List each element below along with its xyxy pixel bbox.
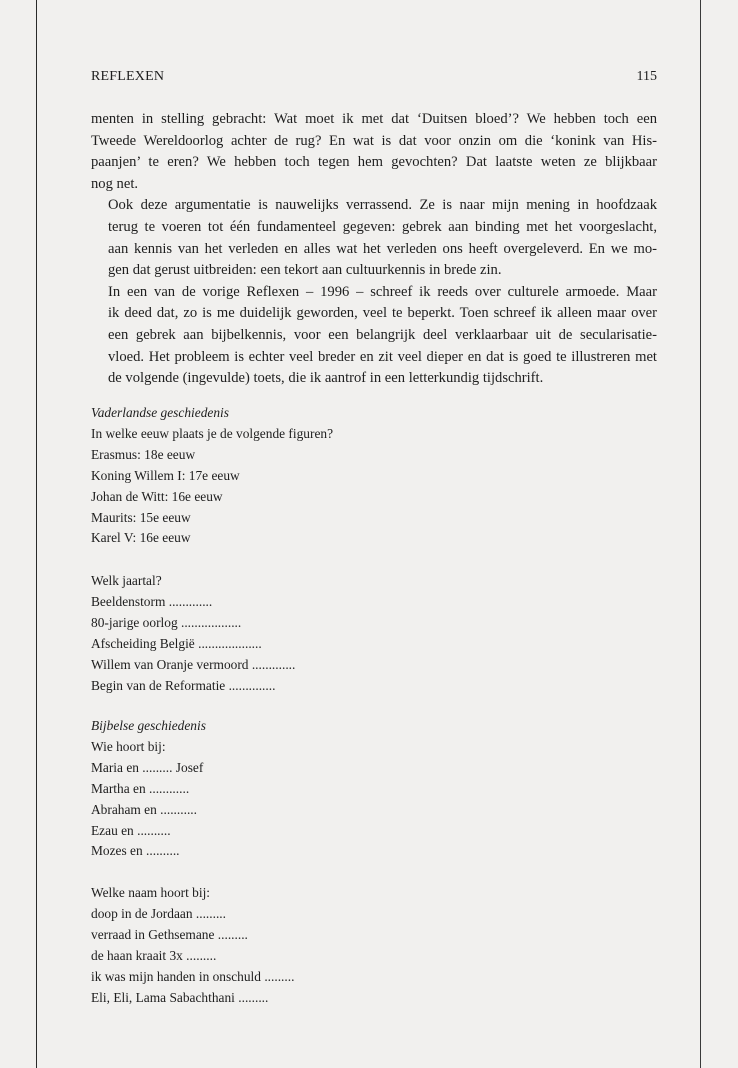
text-line: paanjen’ te eren? We hebben toch tegen hem gevochten? Dat laatste weten ze blijkbaar bbox=[91, 154, 657, 171]
text-line: Tweede Wereldoorlog achter de rug? En wat is dat voor onzin om die ‘konink van His- bbox=[91, 132, 657, 149]
text-line: Ook deze argumentatie is nauwelijks verrassend. Ze is naar mijn mening in hoofdzaak bbox=[108, 197, 657, 214]
text-line: vloed. Het probleem is echter veel breder en zit veel dieper en dat is goed te illustreren met bbox=[108, 348, 657, 365]
paragraph-3 bbox=[91, 282, 657, 390]
text-line: aan kennis van het verleden en alles wat het verleden ons heeft overgeleverd. En we mo- bbox=[108, 240, 657, 257]
quiz-block-naam bbox=[91, 883, 491, 1008]
quiz-line: de haan kraait 3x ......... bbox=[91, 947, 217, 963]
page-edge-left bbox=[36, 0, 37, 1068]
quiz-line: Koning Willem I: 17e eeuw bbox=[91, 467, 240, 483]
page-number: 115 bbox=[636, 69, 657, 84]
text-line: gen dat gerust uitbreiden: een tekort aan cultuurkennis in brede zin. bbox=[108, 262, 502, 279]
quiz-line: 80-jarige oorlog .................. bbox=[91, 614, 242, 630]
text-line: een gebrek aan bijbelkennis, voor een belangrijk deel verklaarbaar uit de secularisatie- bbox=[108, 326, 657, 343]
quiz-block-bijbelse-geschiedenis bbox=[91, 716, 491, 862]
running-head-title: REFLEXEN bbox=[91, 69, 165, 84]
quiz-line: Willem van Oranje vermoord ............. bbox=[91, 656, 296, 672]
quiz-line: Abraham en ........... bbox=[91, 801, 197, 817]
quiz-line: Wie hoort bij: bbox=[91, 738, 166, 754]
body-text bbox=[91, 109, 657, 390]
quiz-line: Welke naam hoort bij: bbox=[91, 885, 211, 900]
quiz-line: Erasmus: 18e eeuw bbox=[91, 446, 196, 462]
quiz-line: Begin van de Reformatie .............. bbox=[91, 677, 276, 693]
quiz-line: ik was mijn handen in onschuld ......... bbox=[91, 968, 295, 984]
quiz-line: Karel V: 16e eeuw bbox=[91, 530, 191, 546]
text-line: nog net. bbox=[91, 175, 139, 192]
quiz-line: Martha en ............ bbox=[91, 780, 190, 796]
text-line: menten in stelling gebracht: Wat moet ik met dat ‘Duitsen bloed’? We hebben toch een bbox=[91, 111, 657, 127]
quiz-line: Eli, Eli, Lama Sabachthani ......... bbox=[91, 989, 269, 1005]
quiz-line: Welk jaartal? bbox=[91, 573, 162, 588]
text-line: ik deed dat, zo is me duidelijk geworden, veel te beperkt. Toen schreef ik alleen maar over bbox=[108, 305, 657, 322]
quiz-line: Afscheiding België ................... bbox=[91, 635, 262, 651]
text-line: terug te voeren tot één fundamenteel gegeven: gebrek aan binding met het voorgeslacht, bbox=[108, 218, 657, 235]
page-edge-right bbox=[700, 0, 701, 1068]
quiz-line: Beeldenstorm ............. bbox=[91, 593, 213, 609]
quiz-heading: Vaderlandse geschiedenis bbox=[91, 405, 229, 420]
quiz-line: Maria en ......... Josef bbox=[91, 759, 204, 775]
quiz-heading: Bijbelse geschiedenis bbox=[91, 718, 206, 733]
quiz-line: Johan de Witt: 16e eeuw bbox=[91, 488, 223, 504]
quiz-line: doop in de Jordaan ......... bbox=[91, 905, 226, 921]
quiz-line: Mozes en .......... bbox=[91, 843, 180, 859]
text-line: de volgende (ingevulde) toets, die ik aantrof in een letterkundig tijdschrift. bbox=[108, 370, 544, 387]
quiz-line: Maurits: 15e eeuw bbox=[91, 509, 191, 525]
quiz-line: In welke eeuw plaats je de volgende figuren? bbox=[91, 425, 334, 441]
quiz-line: Ezau en .......... bbox=[91, 822, 171, 838]
quiz-line: verraad in Gethsemane ......... bbox=[91, 926, 248, 942]
quiz-block-vaderlandse-geschiedenis bbox=[91, 403, 491, 549]
text-line: In een van de vorige Reflexen – 1996 – schreef ik reeds over culturele armoede. Maar bbox=[108, 283, 657, 300]
quiz-block-jaartal bbox=[91, 571, 491, 696]
paragraph-1 bbox=[91, 109, 657, 195]
paragraph-2 bbox=[91, 195, 657, 281]
